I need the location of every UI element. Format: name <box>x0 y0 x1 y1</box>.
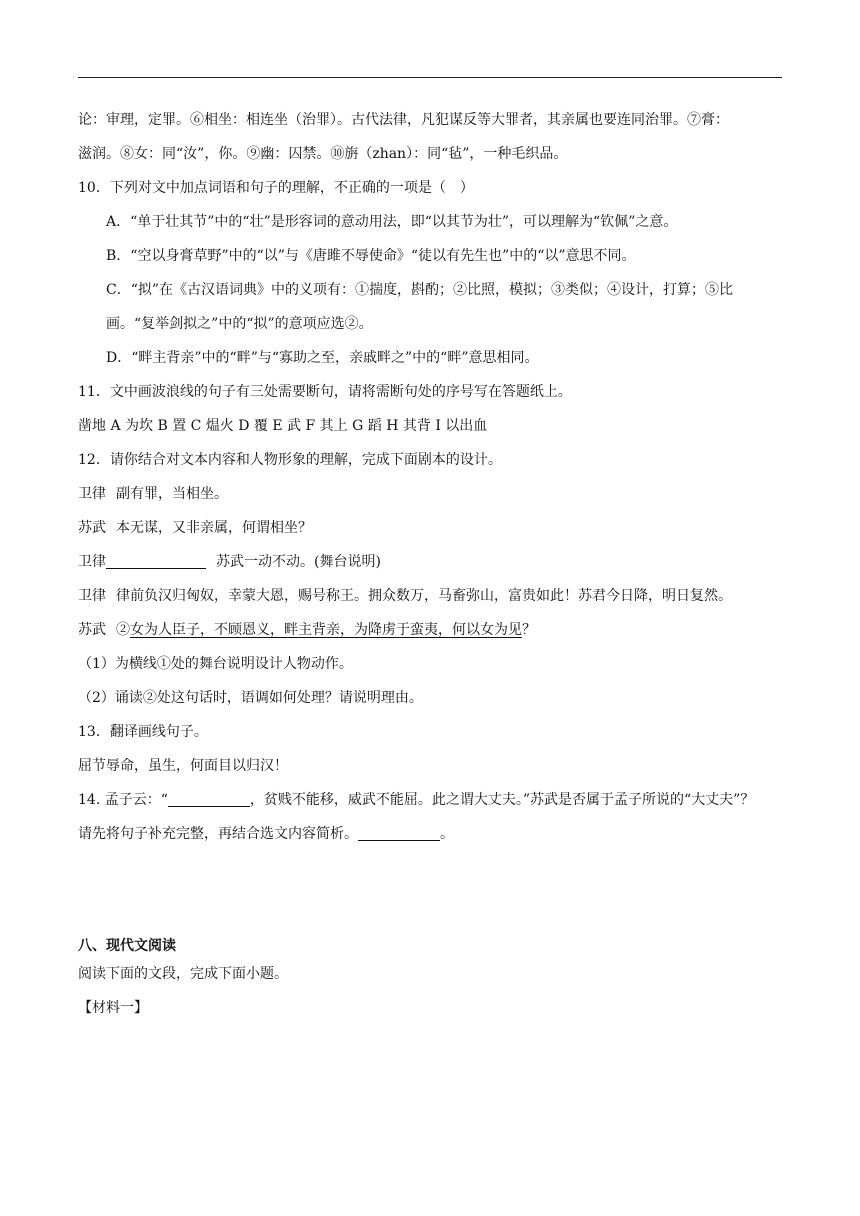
underlined-speech: 女为人臣子，不顾恩义，畔主背亲，为降虏于蛮夷，何以女为见 <box>130 622 522 638</box>
option-c-continued: 画。“复举剑拟之”中的“拟”的意项应选②。 <box>106 316 373 332</box>
option-c[interactable]: C．“拟”在《古汉语词典》中的义项有：①揣度，斟酌；②比照，模拟；③类似；④设计，打算；⑤比 <box>106 282 734 298</box>
speaker: 苏武 <box>78 520 106 536</box>
marker: ② <box>116 622 130 638</box>
question-10-stem: 10．下列对文中加点词语和句子的理解，不正确的一项是（ ） <box>78 180 474 196</box>
answer-blank-1[interactable] <box>106 552 206 569</box>
answer-blank-2[interactable] <box>168 790 250 807</box>
sub-question-2: （2）诵读②处这句话时，语调如何处理？请说明理由。 <box>78 690 423 706</box>
section-heading: 八、现代文阅读 <box>78 938 176 954</box>
speaker: 苏武 <box>78 622 106 638</box>
document-page <box>78 108 786 1030</box>
speaker: 卫律 <box>78 486 106 502</box>
script-line <box>78 516 786 550</box>
script-line <box>78 550 786 584</box>
question-12-stem: 12．请你结合对文本内容和人物形象的理解，完成下面剧本的设计。 <box>78 452 502 468</box>
speech: 苏武一动不动。(舞台说明) <box>216 554 381 570</box>
speech: 本无谋，又非亲属，何谓相坐？ <box>116 520 312 536</box>
script-line <box>78 584 786 618</box>
script-line <box>78 482 786 516</box>
question-11-stem: 11．文中画波浪线的句子有三处需要断句，请将需断句处的序号写在答题纸上。 <box>78 384 572 400</box>
speech: 律前负汉归匈奴，幸蒙大恩，赐号称王。拥众数万，马畜弥山，富贵如此！苏君今日降，明日复然。 <box>116 588 732 604</box>
section-instruction: 阅读下面的文段，完成下面小题。 <box>78 966 288 982</box>
note-line: 滋润。⑧女：同“汝”，你。⑨幽：囚禁。⑩旃（zhan）：同“毡”，一种毛织品。 <box>78 146 568 162</box>
note-line: 论：审理，定罪。⑥相坐：相连坐（治罪）。古代法律，凡犯谋反等大罪者，其亲属也要连同治罪。⑦膏： <box>78 112 729 128</box>
header-rule <box>78 77 782 78</box>
answer-blank-3[interactable] <box>358 824 440 841</box>
question-14-line1: 14. 孟子云：“ ，贫贱不能移，威武不能屈。此之谓大丈夫。”苏武是否属于孟子所说的“大丈夫”？ <box>78 792 755 808</box>
question-14-line2: 请先将句子补充完整，再结合选文内容简析。 。 <box>78 826 454 842</box>
speech: 副有罪，当相坐。 <box>116 486 228 502</box>
material-label: 【材料一】 <box>78 1000 148 1016</box>
option-d[interactable]: D．“畔主背亲”中的“畔”与“寡助之至，亲戚畔之”中的“畔”意思相同。 <box>106 350 539 366</box>
question-11-text: 凿地 A 为坎 B 置 C 煴火 D 覆 E 武 F 其上 G 蹈 H 其背 I 以出血 <box>78 418 488 434</box>
speaker: 卫律 <box>78 588 106 604</box>
option-b[interactable]: B．“空以身膏草野”中的“以”与《唐雎不辱使命》“徒以有先生也”中的“以”意思不同。 <box>106 248 636 264</box>
sub-question-1: （1）为横线①处的舞台说明设计人物动作。 <box>78 656 353 672</box>
question-13-stem: 13．翻译画线句子。 <box>78 724 208 740</box>
speaker: 卫律 <box>78 554 106 570</box>
question-13-text: 屈节辱命，虽生，何面目以归汉！ <box>78 758 288 774</box>
script-line: 苏武 ②女为人臣子，不顾恩义，畔主背亲，为降虏于蛮夷，何以女为见？ <box>78 622 536 638</box>
option-a[interactable]: A．“单于壮其节”中的“壮”是形容词的意动用法，即“以其节为壮”，可以理解为“钦佩”之意。 <box>106 214 678 230</box>
